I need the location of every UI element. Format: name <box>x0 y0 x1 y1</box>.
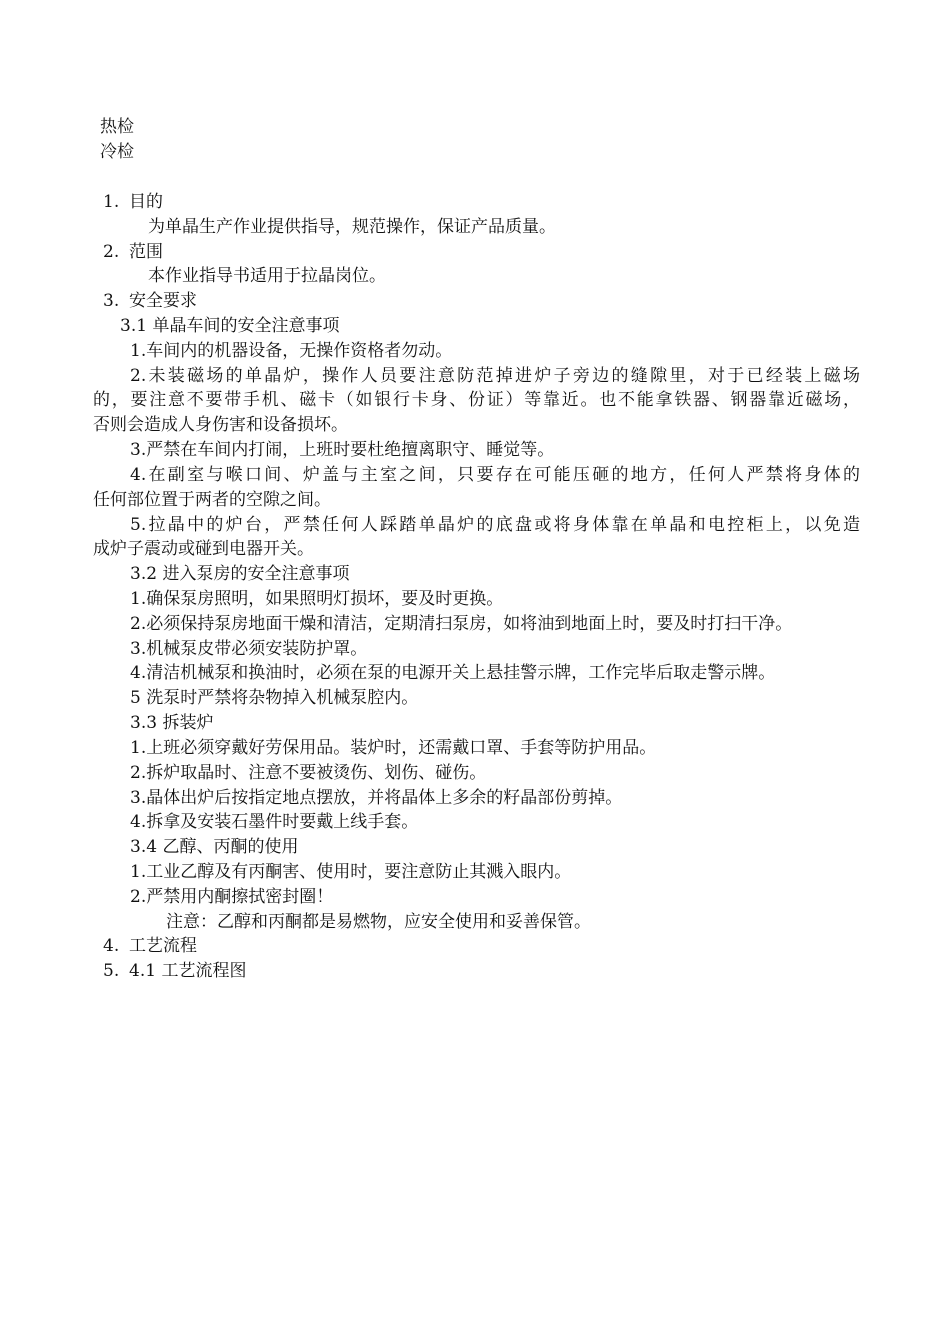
rule-3-2-item-2: 2.必须保持泵房地面干燥和清洁，定期清扫泵房，如将油到地面上时，要及时打扫干净。 <box>130 614 793 634</box>
section-5-heading <box>103 959 246 983</box>
subsection-3-2-title: 3.2 进入泵房的安全注意事项 <box>130 564 350 584</box>
rule-3-4-item-2: 2.严禁用内酮擦拭密封圈！ <box>130 887 334 907</box>
rule-3-2-item-3: 3.机械泵皮带必须安装防护罩。 <box>130 639 368 659</box>
rule-3-1-item-2-line-2: 的，要注意不要带手机、磁卡（如银行卡身、份证）等靠近。也不能拿铁器、钢器靠近磁场， <box>93 390 860 410</box>
rule-3-1-item-5-line-2: 成炉子震动或碰到电器开关。 <box>93 539 314 559</box>
section-3-title: 安全要求 <box>129 291 197 311</box>
rule-3-1-item-1: 1.车间内的机器设备，无操作资格者勿动。 <box>130 341 453 361</box>
rule-3-3-item-3: 3.晶体出炉后按指定地点摆放，并将晶体上多余的籽晶部份剪掉。 <box>130 788 623 808</box>
rule-3-2-item-5: 5 洗泵时严禁将杂物掉入机械泵腔内。 <box>130 688 419 708</box>
rule-3-1-item-2-line-3: 否则会造成人身伤害和设备损坏。 <box>93 415 348 435</box>
section-4-number: 4. <box>103 936 120 956</box>
rule-3-2-item-4: 4.清洁机械泵和换油时，必须在泵的电源开关上悬挂警示牌，工作完毕后取走警示牌。 <box>130 663 776 683</box>
rule-3-2-item-1: 1.确保泵房照明，如果照明灯损坏，要及时更换。 <box>130 589 504 609</box>
rule-3-4-note: 注意：乙醇和丙酮都是易燃物，应安全使用和妥善保管。 <box>166 912 591 932</box>
section-3-number: 3. <box>103 291 120 311</box>
rule-3-3-item-1: 1.上班必须穿戴好劳保用品。装炉时，还需戴口罩、手套等防护用品。 <box>130 738 657 758</box>
section-2-number: 2. <box>103 242 120 262</box>
section-4-heading <box>103 934 197 958</box>
subsection-3-1-title: 3.1 单晶车间的安全注意事项 <box>120 316 340 336</box>
rule-3-1-item-5-line-1: 5.拉晶中的炉台，严禁任何人踩踏单晶炉的底盘或将身体靠在单晶和电控柜上，以免造 <box>130 515 860 535</box>
subsection-3-4-title: 3.4 乙醇、丙酮的使用 <box>130 837 299 857</box>
section-1-heading <box>103 190 163 214</box>
section-3-heading <box>103 289 197 313</box>
header-line-cold-inspection: 冷检 <box>100 142 134 162</box>
rule-3-4-item-1: 1.工业乙醇及有丙酮害、使用时，要注意防止其溅入眼内。 <box>130 862 572 882</box>
subsection-3-3-title: 3.3 拆装炉 <box>130 713 214 733</box>
rule-3-1-item-3: 3.严禁在车间内打闹，上班时要杜绝擅离职守、睡觉等。 <box>130 440 555 460</box>
rule-3-3-item-2: 2.拆炉取晶时、注意不要被烫伤、划伤、碰伤。 <box>130 763 487 783</box>
section-2-heading <box>103 240 163 264</box>
rule-3-1-item-4-line-1: 4.在副室与喉口间、炉盖与主室之间，只要存在可能压砸的地方，任何人严禁将身体的 <box>130 465 860 485</box>
section-5-number: 5. <box>103 961 120 981</box>
section-2-body: 本作业指导书适用于拉晶岗位。 <box>148 266 386 286</box>
rule-3-1-item-2-line-1: 2.未装磁场的单晶炉，操作人员要注意防范掉进炉子旁边的缝隙里，对于已经装上磁场 <box>130 366 860 386</box>
section-5-title: 4.1 工艺流程图 <box>129 961 247 981</box>
section-1-body: 为单晶生产作业提供指导，规范操作，保证产品质量。 <box>148 217 556 237</box>
section-4-title: 工艺流程 <box>129 936 197 956</box>
rule-3-3-item-4: 4.拆拿及安装石墨件时要戴上线手套。 <box>130 812 419 832</box>
section-1-number: 1. <box>103 192 120 212</box>
header-line-hot-inspection: 热检 <box>100 117 134 137</box>
section-2-title: 范围 <box>129 242 163 262</box>
rule-3-1-item-4-line-2: 任何部位置于两者的空隙之间。 <box>93 490 331 510</box>
section-1-title: 目的 <box>129 192 163 212</box>
